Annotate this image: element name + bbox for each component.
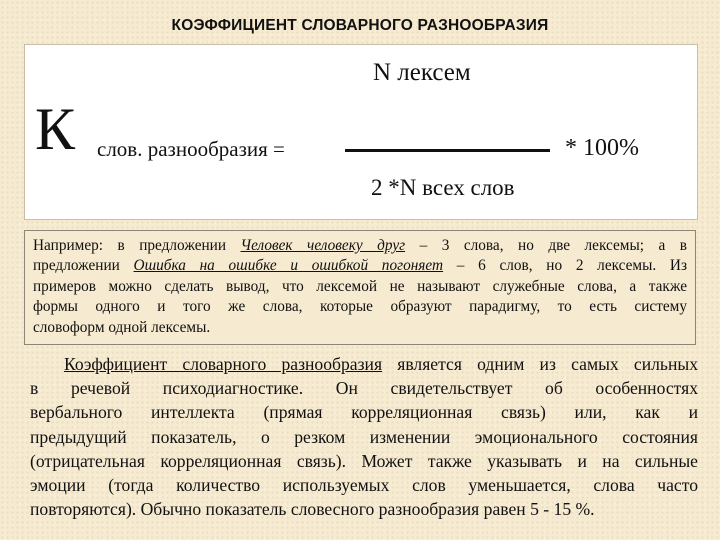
- paragraph-line: эмоции (тогда количество используемых слов уменьшается, слова часто: [30, 475, 698, 496]
- example-line: примеров можно сделать вывод, что лексемой не называют служебные слова, а также: [33, 277, 687, 295]
- main-paragraph: [30, 352, 698, 521]
- paragraph-line: Коэффициент словарного разнообразия является одним из самых сильных: [64, 354, 698, 374]
- formula-denominator: 2 *N всех слов: [371, 175, 515, 200]
- example-box: [24, 230, 696, 345]
- formula-multiplier: * 100%: [565, 135, 639, 161]
- example-line: формы одного и того же слова, которые образуют парадигму, то есть систему: [33, 298, 687, 316]
- paragraph-line: вербального интеллекта (прямая корреляционная связь) или, как и: [30, 402, 698, 423]
- paragraph-line: (отрицательная корреляционная связь). Может также указывать и на сильные: [30, 450, 698, 471]
- example-phrase-1: Человек человеку друг: [240, 237, 406, 254]
- example-line: Например: в предложении Человек человеку друг – 3 слова, но две лексемы; а в: [33, 237, 687, 254]
- page-title: КОЭФФИЦИЕНТ СЛОВАРНОГО РАЗНООБРАЗИЯ: [171, 17, 549, 34]
- example-line: предложении Ошибка на ошибке и ошибкой погоняет – 6 слов, но 2 лексемы. Из: [33, 257, 687, 275]
- fraction-line: [345, 149, 550, 152]
- formula-k-symbol: К: [35, 96, 76, 162]
- paragraph-line: в речевой психодиагностике. Он свидетельствует об особенностях: [30, 378, 698, 399]
- example-line: словоформ одной лексемы.: [33, 318, 211, 336]
- example-phrase-2: Ошибка на ошибке и ошибкой погоняет: [133, 257, 444, 275]
- formula-panel: [24, 44, 698, 220]
- formula-k-subscript: слов. разнообразия =: [97, 137, 285, 161]
- key-term: Коэффициент словарного разнообразия: [64, 354, 383, 374]
- paragraph-line: предыдущий показатель, о резком изменении эмоционального состояния: [30, 426, 698, 447]
- paragraph-line: повторяются). Обычно показатель словесного разнообразия равен 5 - 15 %.: [30, 499, 595, 520]
- formula-numerator: N лексем: [373, 59, 471, 86]
